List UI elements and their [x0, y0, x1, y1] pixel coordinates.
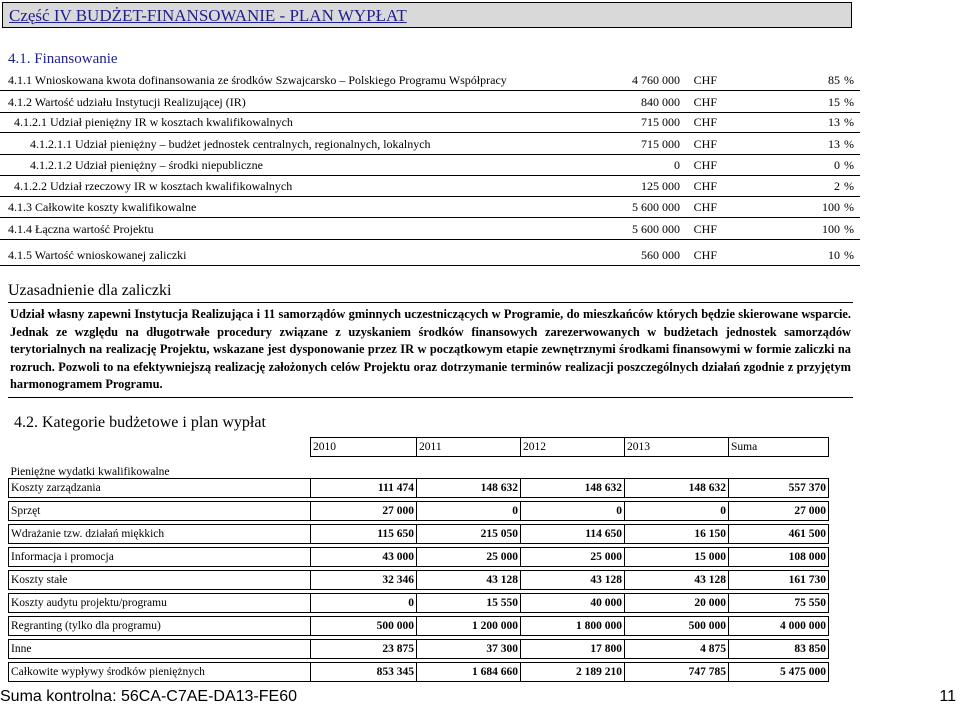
budget-cell-value: 43 128	[417, 571, 521, 590]
finance-row-label: 4.1.4 Łączna wartość Projektu	[8, 222, 154, 236]
budget-row-label: Inne	[9, 640, 311, 659]
budget-header-spacer	[521, 457, 625, 479]
budget-row-label: Informacja i promocja	[9, 548, 311, 567]
finance-row-currency: CHF	[693, 200, 717, 214]
finance-row-percent-sign: %	[844, 73, 854, 87]
budget-cell-value: 37 300	[417, 640, 521, 659]
finance-row-percent: 85	[828, 73, 840, 87]
part-title: Część IV BUDŻET-FINANSOWANIE - PLAN WYPŁAT	[9, 6, 407, 25]
budget-header-spacer	[417, 457, 521, 479]
budget-row-label: Sprzęt	[9, 502, 311, 521]
finance-row-percent: 100	[822, 222, 840, 236]
finance-row-label: 4.1.2.1.2 Udział pieniężny – środki niepubliczne	[30, 158, 263, 172]
finance-row-currency: CHF	[693, 222, 717, 236]
budget-cell-value: 111 474	[311, 479, 417, 498]
finance-row-label: 4.1.2.2 Udział rzeczowy IR w kosztach kwalifikowalnych	[14, 179, 293, 193]
finance-row-percent-sign: %	[844, 248, 854, 262]
budget-cell-value: 0	[625, 502, 729, 521]
budget-row	[9, 525, 829, 544]
budget-header-spacer	[311, 457, 417, 479]
budget-row-label: Koszty audytu projektu/programu	[9, 594, 311, 613]
finance-row-percent: 2	[834, 179, 840, 193]
budget-cell-value: 115 650	[311, 525, 417, 544]
budget-cell-value: 25 000	[417, 548, 521, 567]
budget-cell-value: 15 000	[625, 548, 729, 567]
budget-cell-value: 27 000	[729, 502, 829, 521]
budget-column-header: 2013	[625, 438, 729, 457]
finance-row-amount: 715 000	[641, 137, 680, 151]
budget-cell-value: 148 632	[417, 479, 521, 498]
finance-row	[0, 245, 860, 266]
finance-row-currency: CHF	[693, 248, 717, 262]
finance-row-percent-sign: %	[844, 137, 854, 151]
budget-column-header: 2010	[311, 438, 417, 457]
budget-cell-value: 15 550	[417, 594, 521, 613]
budget-cell-value: 43 000	[311, 548, 417, 567]
budget-row-label: Koszty stałe	[9, 571, 311, 590]
budget-cell-value: 500 000	[625, 617, 729, 636]
budget-column-header: 2011	[417, 438, 521, 457]
checksum-text: Suma kontrolna: 56CA-C7AE-DA13-FE60	[0, 688, 298, 705]
budget-cell-value: 32 346	[311, 571, 417, 590]
finance-row-currency: CHF	[693, 158, 717, 172]
budget-row	[9, 663, 829, 682]
budget-column-header: Suma	[729, 438, 829, 457]
budget-cell-value: 500 000	[311, 617, 417, 636]
finance-row	[0, 176, 860, 197]
finance-row-percent-sign: %	[844, 200, 854, 214]
finance-row-amount: 715 000	[641, 115, 680, 129]
budget-cell-value: 148 632	[521, 479, 625, 498]
budget-cell-value: 43 128	[521, 571, 625, 590]
page-number: 11	[939, 688, 956, 705]
finance-row-amount: 560 000	[641, 248, 680, 262]
budget-cell-value: 1 800 000	[521, 617, 625, 636]
finance-row-amount: 125 000	[641, 179, 680, 193]
budget-cell-value: 148 632	[625, 479, 729, 498]
justification-text: Udział własny zapewni Instytucja Realizująca i 11 samorządów gminnych uczestniczących w Programie, do mieszkańców których będzie skierowane wsparcie. Jednak ze względu na długotrwałe procedury związane z uzyskaniem środków finansowych zarezerwowanych w budżetach jednostek samorządów terytorialnych na realizację Projektu, wskazane jest dysponowanie przez IR w początkowym etapie zewnętrznymi środkami finansowymi w formie zaliczki na rozruch. Pozwoli to na efektywniejszą realizację założonych celów Projektu oraz dotrzymanie terminów realizacji poszczególnych działań zgodnie z przyjętym harmonogramem Programu.	[8, 302, 853, 398]
budget-cell-value: 215 050	[417, 525, 521, 544]
budget-cell-value: 557 370	[729, 479, 829, 498]
finance-row-amount: 5 600 000	[632, 200, 680, 214]
budget-row	[9, 640, 829, 659]
finance-row-percent-sign: %	[844, 222, 854, 236]
budget-cell-value: 5 475 000	[729, 663, 829, 682]
budget-cell-value: 853 345	[311, 663, 417, 682]
budget-cell-value: 83 850	[729, 640, 829, 659]
budget-cell-value: 27 000	[311, 502, 417, 521]
budget-cell-value: 40 000	[521, 594, 625, 613]
section-title-4-1: 4.1. Finansowanie	[8, 51, 118, 67]
finance-row-label: 4.1.2 Wartość udziału Instytucji Realizującej (IR)	[8, 95, 246, 109]
finance-row-label: 4.1.3 Całkowite koszty kwalifikowalne	[8, 200, 197, 214]
budget-row-label: Koszty zarządzania	[9, 479, 311, 498]
finance-row-currency: CHF	[693, 73, 717, 87]
finance-row-percent: 0	[834, 158, 840, 172]
budget-cell-value: 16 150	[625, 525, 729, 544]
finance-row-percent: 13	[828, 115, 840, 129]
budget-header-row	[9, 438, 829, 457]
finance-row-amount: 840 000	[641, 95, 680, 109]
finance-row-label: 4.1.2.1.1 Udział pieniężny – budżet jednostek centralnych, regionalnych, lokalnych	[30, 137, 431, 151]
budget-cell-value: 1 684 660	[417, 663, 521, 682]
budget-cell-value: 4 000 000	[729, 617, 829, 636]
budget-row	[9, 502, 829, 521]
finance-row-amount: 0	[674, 158, 680, 172]
budget-row-label: Regranting (tylko dla programu)	[9, 617, 311, 636]
finance-row	[0, 134, 860, 155]
finance-row-amount: 4 760 000	[632, 73, 680, 87]
budget-cell-value: 461 500	[729, 525, 829, 544]
finance-row-percent: 15	[828, 95, 840, 109]
finance-row	[0, 155, 860, 176]
finance-row-percent-sign: %	[844, 158, 854, 172]
budget-row	[9, 594, 829, 613]
part-header	[2, 2, 852, 28]
budget-cell-value: 23 875	[311, 640, 417, 659]
finance-row-currency: CHF	[693, 95, 717, 109]
finance-row-currency: CHF	[693, 137, 717, 151]
budget-cell-value: 43 128	[625, 571, 729, 590]
finance-row-percent: 100	[822, 200, 840, 214]
finance-row-percent-sign: %	[844, 179, 854, 193]
budget-cell-value: 747 785	[625, 663, 729, 682]
budget-cell-value: 75 550	[729, 594, 829, 613]
budget-cell-value: 17 800	[521, 640, 625, 659]
budget-row	[9, 617, 829, 636]
finance-row-label: 4.1.5 Wartość wnioskowanej zaliczki	[8, 248, 187, 262]
finance-row-percent: 10	[828, 248, 840, 262]
budget-label-row	[9, 457, 829, 479]
budget-header-spacer	[625, 457, 729, 479]
budget-cell-value: 2 189 210	[521, 663, 625, 682]
justification-title: Uzasadnienie dla zaliczki	[8, 282, 172, 299]
finance-row-amount: 5 600 000	[632, 222, 680, 236]
budget-header-label: Pieniężne wydatki kwalifikowalne	[9, 457, 311, 479]
budget-cell-value: 20 000	[625, 594, 729, 613]
budget-cell-value: 114 650	[521, 525, 625, 544]
finance-row-percent-sign: %	[844, 115, 854, 129]
budget-header-blank	[9, 438, 311, 457]
budget-cell-value: 108 000	[729, 548, 829, 567]
budget-cell-value: 0	[311, 594, 417, 613]
finance-row	[0, 197, 860, 218]
budget-cell-value: 25 000	[521, 548, 625, 567]
finance-row-percent: 13	[828, 137, 840, 151]
budget-cell-value: 161 730	[729, 571, 829, 590]
budget-row	[9, 548, 829, 567]
finance-row	[0, 219, 860, 240]
finance-row	[0, 112, 860, 133]
budget-row-label: Wdrażanie tzw. działań miękkich	[9, 525, 311, 544]
budget-cell-value: 0	[521, 502, 625, 521]
finance-row-currency: CHF	[693, 115, 717, 129]
finance-row-percent-sign: %	[844, 95, 854, 109]
finance-row-label: 4.1.2.1 Udział pieniężny IR w kosztach kwalifikowalnych	[14, 115, 293, 129]
budget-cell-value: 1 200 000	[417, 617, 521, 636]
section-title-4-2: 4.2. Kategorie budżetowe i plan wypłat	[14, 414, 266, 431]
budget-row-label: Całkowite wypływy środków pieniężnych	[9, 663, 311, 682]
finance-row	[0, 92, 860, 113]
finance-row-label: 4.1.1 Wnioskowana kwota dofinansowania ze środków Szwajcarsko – Polskiego Programu Współpracy	[8, 73, 507, 87]
finance-row-currency: CHF	[693, 179, 717, 193]
finance-row	[0, 70, 860, 91]
budget-cell-value: 0	[417, 502, 521, 521]
budget-row	[9, 479, 829, 498]
budget-table	[8, 437, 829, 682]
budget-cell-value: 4 875	[625, 640, 729, 659]
budget-row	[9, 571, 829, 590]
budget-header-spacer	[729, 457, 829, 479]
budget-column-header: 2012	[521, 438, 625, 457]
